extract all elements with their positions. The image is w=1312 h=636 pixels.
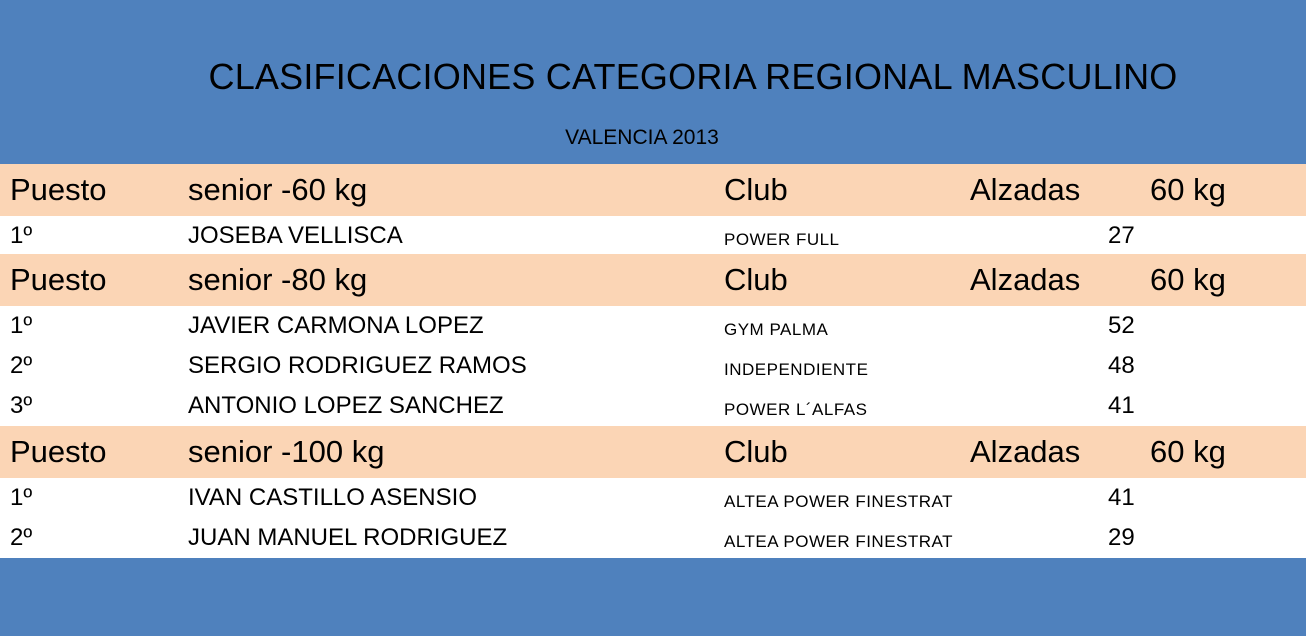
header-club: Club <box>724 172 788 207</box>
row-athlete-name: IVAN CASTILLO ASENSIO <box>188 484 477 511</box>
header-position: Puesto <box>10 172 107 207</box>
category-header-row <box>0 254 1306 306</box>
table-row <box>0 346 1306 386</box>
row-lifts: 41 <box>1108 392 1135 419</box>
header-category: senior -80 kg <box>188 262 368 297</box>
table-row <box>0 518 1306 558</box>
header-category: senior -60 kg <box>188 172 368 207</box>
row-club: INDEPENDIENTE <box>724 360 869 379</box>
header-lifts: Alzadas <box>970 434 1081 469</box>
row-lifts: 48 <box>1108 352 1135 379</box>
row-club: POWER L´ALFAS <box>724 400 868 419</box>
row-athlete-name: SERGIO RODRIGUEZ RAMOS <box>188 352 527 379</box>
header-lifts: Alzadas <box>970 262 1081 297</box>
table-row <box>0 478 1306 518</box>
header-weight: 60 kg <box>1150 172 1226 207</box>
table-row <box>0 216 1306 254</box>
header-position: Puesto <box>10 262 107 297</box>
row-athlete-name: JUAN MANUEL RODRIGUEZ <box>188 524 508 551</box>
row-position: 3º <box>10 392 33 419</box>
row-club: ALTEA POWER FINESTRAT <box>724 492 954 511</box>
row-position: 1º <box>10 312 33 339</box>
results-table <box>0 164 1306 558</box>
row-athlete-name: JAVIER CARMONA LOPEZ <box>188 312 484 339</box>
header-category: senior -100 kg <box>188 434 385 469</box>
table-row <box>0 386 1306 426</box>
header-lifts: Alzadas <box>970 172 1081 207</box>
row-athlete-name: JOSEBA VELLISCA <box>188 222 403 249</box>
row-athlete-name: ANTONIO LOPEZ SANCHEZ <box>188 392 504 419</box>
page-subtitle: VALENCIA 2013 <box>565 126 719 149</box>
row-club: ALTEA POWER FINESTRAT <box>724 532 954 551</box>
header-club: Club <box>724 262 788 297</box>
row-club: GYM PALMA <box>724 320 829 339</box>
header-club: Club <box>724 434 788 469</box>
category-header-row <box>0 426 1306 478</box>
header-weight: 60 kg <box>1150 434 1226 469</box>
row-position: 2º <box>10 524 33 551</box>
row-lifts: 52 <box>1108 312 1135 339</box>
row-lifts: 29 <box>1108 524 1135 551</box>
row-lifts: 41 <box>1108 484 1135 511</box>
row-lifts: 27 <box>1108 222 1135 249</box>
row-position: 1º <box>10 222 33 249</box>
header-position: Puesto <box>10 434 107 469</box>
page-title: CLASIFICACIONES CATEGORIA REGIONAL MASCULINO <box>208 56 1178 97</box>
category-header-row <box>0 164 1306 216</box>
row-position: 1º <box>10 484 33 511</box>
header-weight: 60 kg <box>1150 262 1226 297</box>
row-position: 2º <box>10 352 33 379</box>
table-row <box>0 306 1306 346</box>
row-club: POWER FULL <box>724 230 840 249</box>
